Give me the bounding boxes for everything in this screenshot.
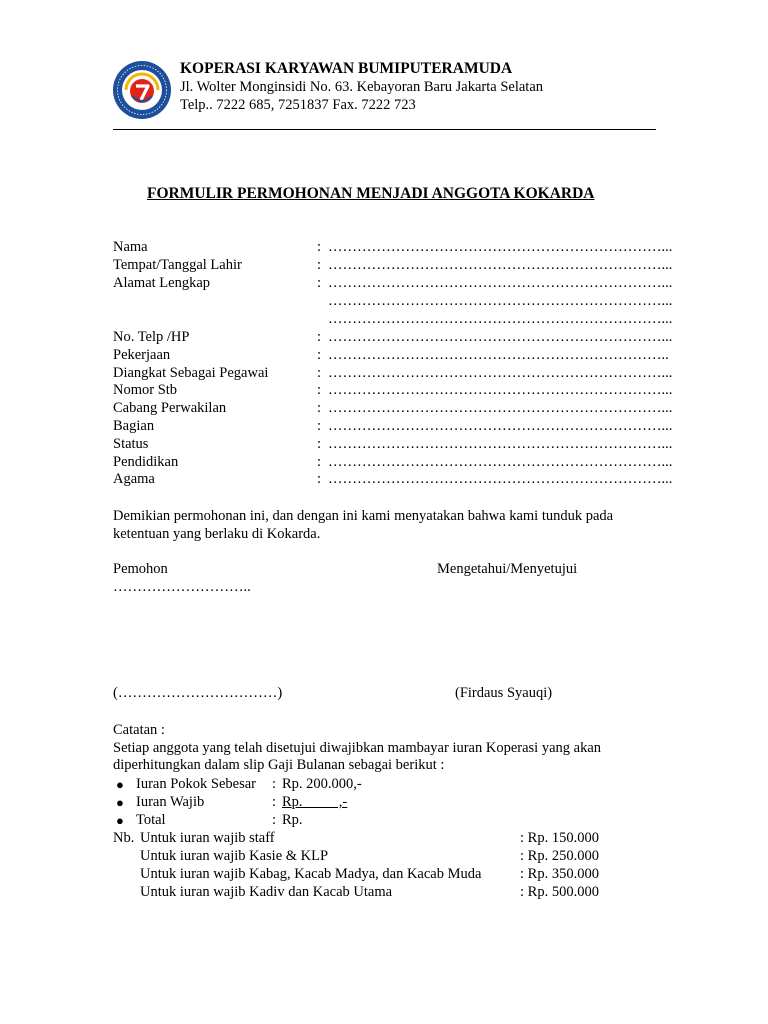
field-label-telp: No. Telp /HP — [113, 329, 190, 345]
field-label-bagian: Bagian — [113, 418, 155, 434]
field-dots-diangkat[interactable]: ……………………………………………………………... — [328, 365, 673, 381]
field-colon: : — [317, 382, 322, 398]
bullet-value-iuran-wajib[interactable]: Rp. ,- — [282, 794, 348, 810]
bullet-colon: : — [272, 776, 277, 792]
bullet-icon: ● — [116, 777, 124, 792]
field-label-cabang: Cabang Perwakilan — [113, 400, 227, 416]
approver-name: (Firdaus Syauqi) — [455, 685, 553, 701]
field-dots-nama[interactable]: ……………………………………………………………... — [328, 239, 673, 255]
letterhead-divider — [113, 129, 656, 130]
organization-name: KOPERASI KARYAWAN BUMIPUTERAMUDA — [180, 60, 513, 77]
field-dots-tempat-tanggal-lahir[interactable]: ……………………………………………………………... — [328, 257, 673, 273]
field-dots-bagian[interactable]: ……………………………………………………………... — [328, 418, 673, 434]
bullet-icon: ● — [116, 795, 124, 810]
statement-line-2: ketentuan yang berlaku di Kokarda. — [113, 526, 321, 542]
nb-value-staff: : Rp. 150.000 — [520, 830, 599, 846]
field-dots-telp[interactable]: ……………………………………………………………... — [328, 329, 673, 345]
applicant-label: Pemohon — [113, 561, 168, 577]
organization-phone: Telp.. 7222 685, 7251837 Fax. 7222 723 — [180, 97, 416, 113]
field-dots-nomor-stb[interactable]: ……………………………………………………………... — [328, 382, 673, 398]
applicant-date-dots[interactable]: ……………………….. — [113, 579, 251, 595]
field-label-nomor-stb: Nomor Stb — [113, 382, 178, 398]
field-colon: : — [317, 471, 322, 487]
field-colon: : — [317, 454, 322, 470]
field-label-nama: Nama — [113, 239, 148, 255]
field-dots-pendidikan[interactable]: ……………………………………………………………... — [328, 454, 673, 470]
statement-line-1: Demikian permohonan ini, dan dengan ini kami menyatakan bahwa kami tunduk pada — [113, 508, 614, 524]
bullet-label-total: Total — [136, 812, 166, 828]
field-colon: : — [317, 239, 322, 255]
field-label-pekerjaan: Pekerjaan — [113, 347, 171, 363]
field-dots-alamat-line-3[interactable]: ……………………………………………………………... — [328, 311, 673, 327]
bullet-colon: : — [272, 812, 277, 828]
field-dots-cabang[interactable]: ……………………………………………………………... — [328, 400, 673, 416]
field-label-agama: Agama — [113, 471, 155, 487]
organization-address: Jl. Wolter Monginsidi No. 63. Kebayoran Baru Jakarta Selatan — [180, 79, 544, 95]
field-colon: : — [317, 275, 322, 291]
field-label-pendidikan: Pendidikan — [113, 454, 179, 470]
field-label-diangkat: Diangkat Sebagai Pegawai — [113, 365, 269, 381]
approver-label: Mengetahui/Menyetujui — [437, 561, 578, 577]
nb-prefix: Nb. — [113, 830, 135, 846]
bullet-icon: ● — [116, 813, 124, 828]
bullet-value-total: Rp. — [282, 812, 303, 828]
bullet-label-iuran-wajib: Iuran Wajib — [136, 794, 205, 810]
notes-line-2: diperhitungkan dalam slip Gaji Bulanan sebagai berikut : — [113, 757, 445, 773]
field-colon: : — [317, 365, 322, 381]
nb-value-kasie: : Rp. 250.000 — [520, 848, 599, 864]
notes-heading: Catatan : — [113, 722, 165, 738]
nb-label-kasie: Untuk iuran wajib Kasie & KLP — [140, 848, 329, 864]
field-dots-agama[interactable]: ……………………………………………………………... — [328, 471, 673, 487]
notes-line-1: Setiap anggota yang telah disetujui diwajibkan mambayar iuran Koperasi yang akan — [113, 740, 602, 756]
field-label-alamat: Alamat Lengkap — [113, 275, 211, 291]
nb-label-kabag: Untuk iuran wajib Kabag, Kacab Madya, dan Kacab Muda — [140, 866, 482, 882]
nb-label-kadiv: Untuk iuran wajib Kadiv dan Kacab Utama — [140, 884, 393, 900]
cooperative-logo — [112, 60, 172, 120]
nb-value-kadiv: : Rp. 500.000 — [520, 884, 599, 900]
field-colon: : — [317, 418, 322, 434]
applicant-name-field[interactable]: (……………………………) — [113, 685, 283, 701]
bullet-value-iuran-pokok: Rp. 200.000,- — [282, 776, 362, 792]
field-colon: : — [317, 257, 322, 273]
bullet-label-iuran-pokok: Iuran Pokok Sebesar — [136, 776, 257, 792]
nb-label-staff: Untuk iuran wajib staff — [140, 830, 275, 846]
field-colon: : — [317, 400, 322, 416]
field-label-tempat-tanggal-lahir: Tempat/Tanggal Lahir — [113, 257, 242, 273]
field-colon: : — [317, 329, 322, 345]
nb-value-kabag: : Rp. 350.000 — [520, 866, 599, 882]
field-colon: : — [317, 347, 322, 363]
form-title: FORMULIR PERMOHONAN MENJADI ANGGOTA KOKARDA — [147, 185, 595, 202]
field-dots-status[interactable]: ……………………………………………………………... — [328, 436, 673, 452]
field-label-status: Status — [113, 436, 149, 452]
field-dots-alamat-line-2[interactable]: ……………………………………………………………... — [328, 293, 673, 309]
field-dots-alamat[interactable]: ……………………………………………………………... — [328, 275, 673, 291]
field-dots-pekerjaan[interactable]: …………………………………………………………….. — [328, 347, 669, 363]
field-colon: : — [317, 436, 322, 452]
bullet-colon: : — [272, 794, 277, 810]
